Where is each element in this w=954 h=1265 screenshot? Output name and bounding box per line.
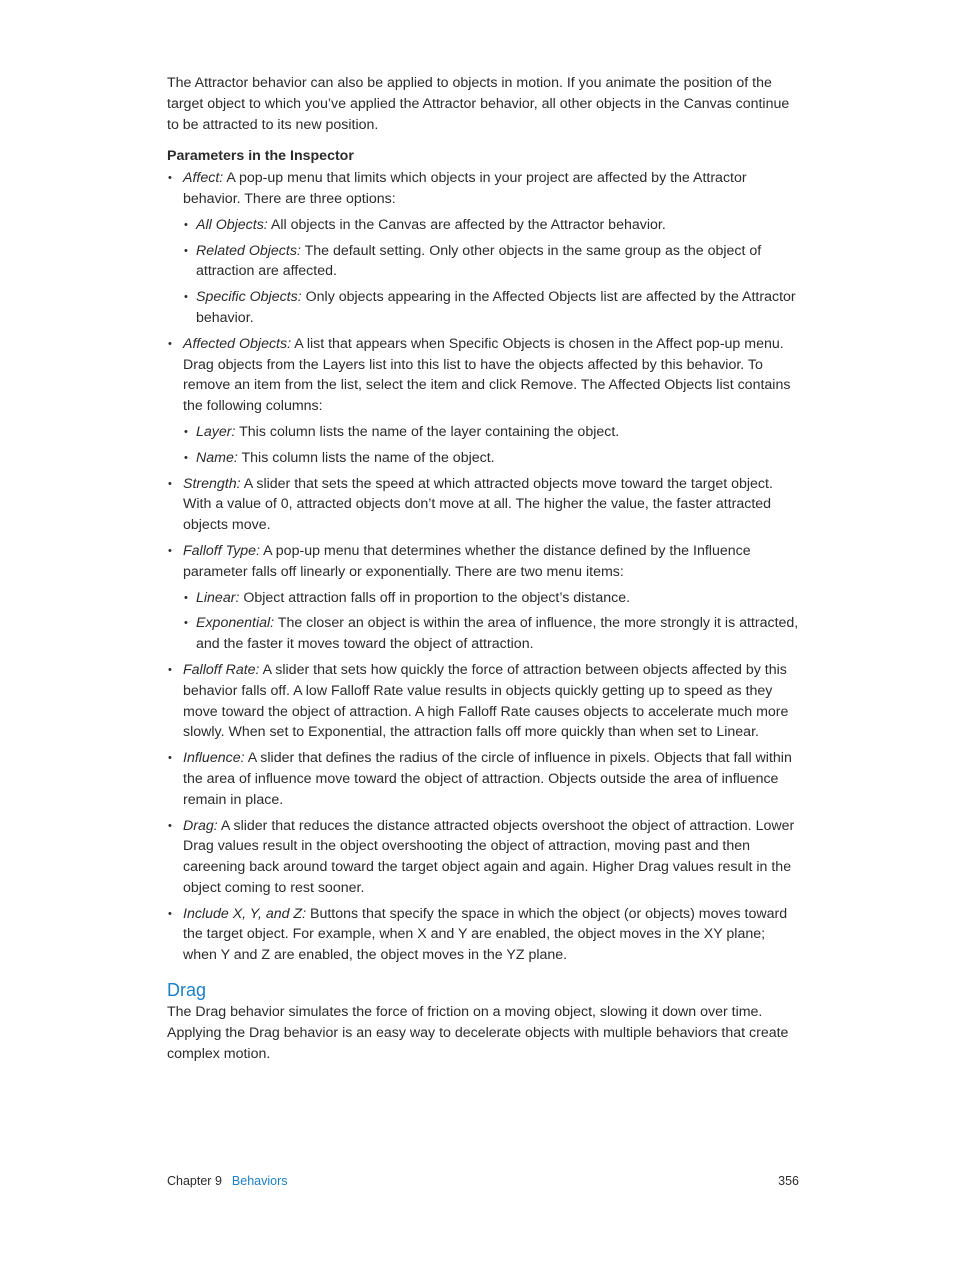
term: All Objects:	[196, 216, 268, 233]
sub-list	[183, 215, 799, 329]
term: Exponential:	[196, 615, 275, 632]
list-item-falloff-type	[167, 541, 799, 655]
list-item	[183, 241, 799, 283]
list-item-drag	[167, 816, 799, 899]
list-item	[183, 287, 799, 329]
term: Affected Objects:	[183, 335, 292, 352]
term: Specific Objects:	[196, 289, 302, 306]
parameter-list	[167, 168, 799, 966]
page-content	[167, 73, 799, 1064]
list-item-affect	[167, 168, 799, 329]
term: Drag:	[183, 817, 218, 834]
term: Falloff Type:	[183, 542, 261, 559]
intro-paragraph: The Attractor behavior can also be applied to objects in motion. If you animate the position of the target object to which you’ve applied the Attractor behavior, all other objects in the Canvas continue to be attracted to its new position.	[167, 75, 790, 133]
list-item-include-xyz	[167, 904, 799, 966]
chapter-link[interactable]: Behaviors	[231, 1174, 288, 1188]
description: The default setting. Only other objects in the same group as the object of attraction are affected.	[196, 242, 762, 280]
sub-list	[183, 422, 799, 469]
description: A pop-up menu that determines whether the distance defined by the Influence parameter falls off linearly or exponentially. There are two menu items:	[183, 542, 751, 580]
term: Related Objects:	[196, 242, 301, 259]
page-number: 356	[778, 1174, 799, 1188]
chapter-number: Chapter 9	[167, 1174, 222, 1188]
list-item-affected-objects	[167, 334, 799, 469]
description: A pop-up menu that limits which objects in your project are affected by the Attractor behavior. There are three options:	[183, 170, 747, 207]
list-item	[183, 422, 799, 443]
section-heading-drag: Drag	[167, 980, 207, 1001]
term: Linear:	[196, 589, 240, 606]
term: Layer:	[196, 423, 236, 440]
description: A slider that defines the radius of the circle of influence in pixels. Objects that fall within the area of influence move toward the object of attraction. Objects outside the area of influence remain in place.	[183, 750, 792, 808]
description: This column lists the name of the object.	[237, 449, 495, 466]
term: Name:	[196, 449, 238, 466]
description: All objects in the Canvas are affected by the Attractor behavior.	[267, 216, 666, 233]
list-item	[183, 448, 799, 469]
description: A slider that sets how quickly the force of attraction between objects affected by this behavior falls off. A low Falloff Rate value results in objects quickly getting up to speed as they move toward the object of attraction. A high Falloff Rate causes objects to accelerate much more slowly. When set to Exponential, the attraction falls off more quickly than when set to Linear.	[183, 661, 789, 741]
description: Only objects appearing in the Affected Objects list are affected by the Attractor behavior.	[196, 289, 796, 326]
description: This column lists the name of the layer containing the object.	[235, 423, 620, 440]
description: A slider that reduces the distance attracted objects overshoot the object of attraction. Lower Drag values result in the object overshooting the object of attraction, moving past and then careening back around toward the target object again and again. Higher Drag values result in the object coming to rest sooner.	[183, 817, 795, 896]
list-item-influence	[167, 748, 799, 810]
description: A list that appears when Specific Objects is chosen in the Affect pop-up menu. Drag objects from the Layers list into this list to have the objects affected by this behavior. To remove an item from the list, select the item and click Remove. The Affected Objects list contains the following columns:	[183, 335, 791, 415]
list-item-strength	[167, 474, 799, 536]
description: Object attraction falls off in proportion to the object’s distance.	[239, 589, 631, 606]
list-item	[183, 215, 799, 236]
term: Falloff Rate:	[183, 661, 260, 678]
description: The closer an object is within the area of influence, the more strongly it is attracted, and the faster it moves toward the object of attraction.	[196, 615, 799, 653]
parameters-heading: Parameters in the Inspector	[167, 148, 354, 165]
term: Include X, Y, and Z:	[183, 905, 307, 922]
description: Buttons that specify the space in which the object (or objects) moves toward the target object. For example, when X and Y are enabled, the object moves in the XY plane; when Y and Z are enabled, the object moves in the YZ plane.	[183, 905, 788, 964]
description: A slider that sets the speed at which attracted objects move toward the target object. With a value of 0, attracted objects don’t move at all. The higher the value, the faster attracted objects move.	[183, 475, 773, 534]
term: Affect:	[183, 170, 224, 187]
term: Strength:	[183, 475, 241, 492]
term: Influence:	[183, 750, 245, 767]
drag-paragraph: The Drag behavior simulates the force of friction on a moving object, slowing it down over time. Applying the Drag behavior is an easy way to decelerate objects with multiple behaviors that create complex motion.	[167, 1004, 789, 1062]
list-item-falloff-rate	[167, 660, 799, 743]
sub-list	[183, 588, 799, 655]
page-footer	[167, 1173, 799, 1189]
list-item	[183, 588, 799, 609]
list-item	[183, 613, 799, 655]
